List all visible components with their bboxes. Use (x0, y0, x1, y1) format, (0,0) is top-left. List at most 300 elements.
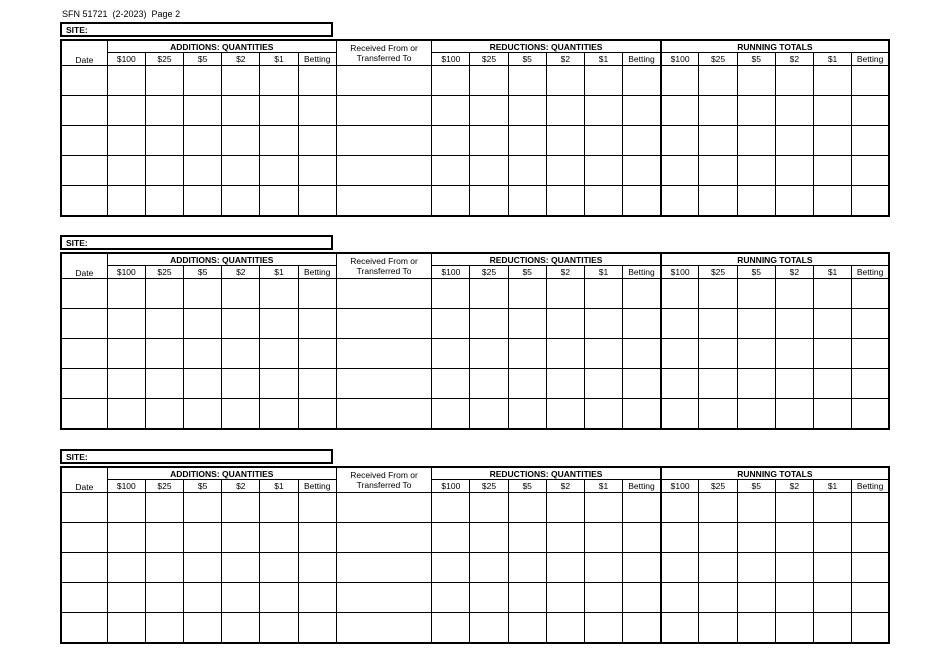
entry-cell[interactable] (546, 583, 584, 613)
entry-cell[interactable] (222, 493, 260, 523)
entry-cell[interactable] (661, 399, 699, 430)
entry-cell[interactable] (813, 493, 851, 523)
entry-cell[interactable] (584, 583, 622, 613)
entry-cell[interactable] (737, 309, 775, 339)
entry-cell[interactable] (546, 523, 584, 553)
entry-cell[interactable] (432, 613, 470, 644)
entry-cell[interactable] (107, 553, 145, 583)
entry-cell[interactable] (623, 279, 661, 309)
entry-cell[interactable] (107, 126, 145, 156)
entry-cell[interactable] (184, 583, 222, 613)
entry-cell[interactable] (107, 399, 145, 430)
entry-cell[interactable] (699, 156, 737, 186)
entry-cell[interactable] (107, 96, 145, 126)
entry-cell[interactable] (661, 309, 699, 339)
entry-cell[interactable] (813, 613, 851, 644)
entry-cell[interactable] (107, 339, 145, 369)
entry-cell[interactable] (623, 583, 661, 613)
entry-cell[interactable] (852, 583, 889, 613)
entry-cell[interactable] (336, 186, 431, 217)
entry-cell[interactable] (699, 369, 737, 399)
entry-cell[interactable] (260, 279, 298, 309)
entry-cell[interactable] (584, 339, 622, 369)
entry-cell[interactable] (298, 553, 336, 583)
entry-cell[interactable] (508, 126, 546, 156)
entry-cell[interactable] (546, 339, 584, 369)
entry-cell[interactable] (584, 66, 622, 96)
entry-cell[interactable] (184, 186, 222, 217)
entry-cell[interactable] (737, 613, 775, 644)
site-input[interactable] (102, 237, 329, 248)
entry-cell[interactable] (584, 493, 622, 523)
site-input[interactable] (102, 24, 329, 35)
entry-cell[interactable] (61, 493, 107, 523)
entry-cell[interactable] (432, 583, 470, 613)
entry-cell[interactable] (432, 399, 470, 430)
entry-cell[interactable] (737, 493, 775, 523)
entry-cell[interactable] (775, 279, 813, 309)
entry-cell[interactable] (260, 399, 298, 430)
entry-cell[interactable] (432, 66, 470, 96)
entry-cell[interactable] (699, 339, 737, 369)
entry-cell[interactable] (222, 523, 260, 553)
entry-cell[interactable] (298, 96, 336, 126)
entry-cell[interactable] (298, 186, 336, 217)
entry-cell[interactable] (298, 339, 336, 369)
entry-cell[interactable] (584, 613, 622, 644)
entry-cell[interactable] (699, 493, 737, 523)
entry-cell[interactable] (470, 399, 508, 430)
entry-cell[interactable] (260, 156, 298, 186)
entry-cell[interactable] (107, 66, 145, 96)
entry-cell[interactable] (623, 493, 661, 523)
entry-cell[interactable] (699, 613, 737, 644)
entry-cell[interactable] (145, 156, 183, 186)
entry-cell[interactable] (432, 279, 470, 309)
entry-cell[interactable] (470, 186, 508, 217)
entry-cell[interactable] (737, 369, 775, 399)
entry-cell[interactable] (775, 583, 813, 613)
entry-cell[interactable] (107, 369, 145, 399)
entry-cell[interactable] (184, 613, 222, 644)
entry-cell[interactable] (61, 613, 107, 644)
entry-cell[interactable] (661, 553, 699, 583)
entry-cell[interactable] (623, 66, 661, 96)
entry-cell[interactable] (699, 523, 737, 553)
entry-cell[interactable] (298, 613, 336, 644)
entry-cell[interactable] (623, 186, 661, 217)
entry-cell[interactable] (61, 186, 107, 217)
entry-cell[interactable] (584, 156, 622, 186)
entry-cell[interactable] (508, 369, 546, 399)
entry-cell[interactable] (737, 279, 775, 309)
entry-cell[interactable] (61, 369, 107, 399)
entry-cell[interactable] (508, 399, 546, 430)
entry-cell[interactable] (470, 66, 508, 96)
site-input[interactable] (102, 451, 329, 462)
entry-cell[interactable] (222, 369, 260, 399)
entry-cell[interactable] (813, 126, 851, 156)
entry-cell[interactable] (584, 309, 622, 339)
entry-cell[interactable] (584, 523, 622, 553)
entry-cell[interactable] (852, 156, 889, 186)
entry-cell[interactable] (61, 156, 107, 186)
entry-cell[interactable] (852, 339, 889, 369)
entry-cell[interactable] (661, 369, 699, 399)
entry-cell[interactable] (222, 156, 260, 186)
entry-cell[interactable] (699, 66, 737, 96)
entry-cell[interactable] (432, 309, 470, 339)
entry-cell[interactable] (222, 399, 260, 430)
entry-cell[interactable] (661, 96, 699, 126)
entry-cell[interactable] (61, 339, 107, 369)
entry-cell[interactable] (508, 96, 546, 126)
entry-cell[interactable] (775, 339, 813, 369)
entry-cell[interactable] (775, 309, 813, 339)
entry-cell[interactable] (737, 399, 775, 430)
entry-cell[interactable] (661, 523, 699, 553)
entry-cell[interactable] (145, 66, 183, 96)
entry-cell[interactable] (260, 96, 298, 126)
entry-cell[interactable] (737, 523, 775, 553)
entry-cell[interactable] (508, 493, 546, 523)
entry-cell[interactable] (584, 279, 622, 309)
entry-cell[interactable] (661, 493, 699, 523)
entry-cell[interactable] (623, 339, 661, 369)
entry-cell[interactable] (145, 613, 183, 644)
entry-cell[interactable] (623, 369, 661, 399)
entry-cell[interactable] (775, 523, 813, 553)
entry-cell[interactable] (661, 583, 699, 613)
entry-cell[interactable] (623, 553, 661, 583)
entry-cell[interactable] (61, 96, 107, 126)
entry-cell[interactable] (470, 523, 508, 553)
entry-cell[interactable] (661, 66, 699, 96)
entry-cell[interactable] (145, 309, 183, 339)
entry-cell[interactable] (222, 279, 260, 309)
entry-cell[interactable] (470, 96, 508, 126)
entry-cell[interactable] (222, 309, 260, 339)
entry-cell[interactable] (184, 369, 222, 399)
entry-cell[interactable] (107, 523, 145, 553)
entry-cell[interactable] (336, 583, 431, 613)
entry-cell[interactable] (661, 126, 699, 156)
entry-cell[interactable] (508, 66, 546, 96)
entry-cell[interactable] (184, 126, 222, 156)
entry-cell[interactable] (775, 186, 813, 217)
entry-cell[interactable] (508, 583, 546, 613)
entry-cell[interactable] (546, 279, 584, 309)
entry-cell[interactable] (508, 279, 546, 309)
entry-cell[interactable] (852, 553, 889, 583)
entry-cell[interactable] (260, 369, 298, 399)
entry-cell[interactable] (546, 309, 584, 339)
entry-cell[interactable] (775, 66, 813, 96)
entry-cell[interactable] (508, 523, 546, 553)
entry-cell[interactable] (699, 96, 737, 126)
entry-cell[interactable] (260, 66, 298, 96)
entry-cell[interactable] (546, 156, 584, 186)
entry-cell[interactable] (699, 186, 737, 217)
entry-cell[interactable] (546, 126, 584, 156)
entry-cell[interactable] (813, 156, 851, 186)
entry-cell[interactable] (508, 339, 546, 369)
entry-cell[interactable] (546, 553, 584, 583)
entry-cell[interactable] (546, 186, 584, 217)
entry-cell[interactable] (470, 553, 508, 583)
entry-cell[interactable] (852, 369, 889, 399)
entry-cell[interactable] (61, 309, 107, 339)
entry-cell[interactable] (260, 493, 298, 523)
entry-cell[interactable] (623, 523, 661, 553)
entry-cell[interactable] (470, 583, 508, 613)
entry-cell[interactable] (852, 66, 889, 96)
entry-cell[interactable] (298, 309, 336, 339)
entry-cell[interactable] (298, 523, 336, 553)
entry-cell[interactable] (737, 553, 775, 583)
entry-cell[interactable] (107, 309, 145, 339)
entry-cell[interactable] (184, 493, 222, 523)
entry-cell[interactable] (184, 66, 222, 96)
entry-cell[interactable] (737, 186, 775, 217)
entry-cell[interactable] (813, 309, 851, 339)
entry-cell[interactable] (107, 613, 145, 644)
entry-cell[interactable] (470, 493, 508, 523)
entry-cell[interactable] (623, 309, 661, 339)
entry-cell[interactable] (260, 309, 298, 339)
entry-cell[interactable] (508, 613, 546, 644)
entry-cell[interactable] (184, 279, 222, 309)
entry-cell[interactable] (737, 156, 775, 186)
entry-cell[interactable] (699, 553, 737, 583)
entry-cell[interactable] (546, 66, 584, 96)
entry-cell[interactable] (61, 66, 107, 96)
entry-cell[interactable] (508, 186, 546, 217)
entry-cell[interactable] (775, 156, 813, 186)
entry-cell[interactable] (470, 369, 508, 399)
entry-cell[interactable] (813, 369, 851, 399)
entry-cell[interactable] (222, 583, 260, 613)
entry-cell[interactable] (813, 339, 851, 369)
entry-cell[interactable] (623, 126, 661, 156)
entry-cell[interactable] (813, 553, 851, 583)
entry-cell[interactable] (298, 66, 336, 96)
entry-cell[interactable] (298, 369, 336, 399)
entry-cell[interactable] (145, 583, 183, 613)
entry-cell[interactable] (737, 96, 775, 126)
entry-cell[interactable] (184, 96, 222, 126)
entry-cell[interactable] (61, 583, 107, 613)
entry-cell[interactable] (852, 523, 889, 553)
entry-cell[interactable] (222, 186, 260, 217)
entry-cell[interactable] (336, 523, 431, 553)
entry-cell[interactable] (852, 309, 889, 339)
entry-cell[interactable] (623, 96, 661, 126)
entry-cell[interactable] (298, 156, 336, 186)
entry-cell[interactable] (623, 613, 661, 644)
entry-cell[interactable] (145, 96, 183, 126)
entry-cell[interactable] (699, 279, 737, 309)
entry-cell[interactable] (336, 339, 431, 369)
entry-cell[interactable] (546, 96, 584, 126)
entry-cell[interactable] (61, 399, 107, 430)
entry-cell[interactable] (298, 399, 336, 430)
entry-cell[interactable] (61, 553, 107, 583)
entry-cell[interactable] (584, 399, 622, 430)
entry-cell[interactable] (107, 279, 145, 309)
entry-cell[interactable] (813, 96, 851, 126)
entry-cell[interactable] (432, 339, 470, 369)
entry-cell[interactable] (775, 553, 813, 583)
entry-cell[interactable] (699, 399, 737, 430)
entry-cell[interactable] (222, 613, 260, 644)
entry-cell[interactable] (852, 493, 889, 523)
entry-cell[interactable] (775, 96, 813, 126)
entry-cell[interactable] (222, 339, 260, 369)
entry-cell[interactable] (546, 399, 584, 430)
entry-cell[interactable] (336, 309, 431, 339)
entry-cell[interactable] (145, 493, 183, 523)
entry-cell[interactable] (432, 126, 470, 156)
entry-cell[interactable] (336, 96, 431, 126)
entry-cell[interactable] (336, 399, 431, 430)
entry-cell[interactable] (145, 186, 183, 217)
entry-cell[interactable] (508, 309, 546, 339)
entry-cell[interactable] (260, 553, 298, 583)
entry-cell[interactable] (145, 553, 183, 583)
entry-cell[interactable] (298, 583, 336, 613)
entry-cell[interactable] (184, 523, 222, 553)
entry-cell[interactable] (145, 339, 183, 369)
entry-cell[interactable] (546, 493, 584, 523)
entry-cell[interactable] (737, 583, 775, 613)
entry-cell[interactable] (432, 369, 470, 399)
entry-cell[interactable] (145, 126, 183, 156)
entry-cell[interactable] (470, 339, 508, 369)
entry-cell[interactable] (813, 279, 851, 309)
entry-cell[interactable] (107, 156, 145, 186)
entry-cell[interactable] (508, 553, 546, 583)
entry-cell[interactable] (61, 126, 107, 156)
entry-cell[interactable] (661, 186, 699, 217)
entry-cell[interactable] (661, 156, 699, 186)
entry-cell[interactable] (260, 523, 298, 553)
entry-cell[interactable] (298, 126, 336, 156)
entry-cell[interactable] (661, 279, 699, 309)
entry-cell[interactable] (184, 553, 222, 583)
entry-cell[interactable] (298, 493, 336, 523)
entry-cell[interactable] (584, 126, 622, 156)
entry-cell[interactable] (546, 613, 584, 644)
entry-cell[interactable] (336, 126, 431, 156)
entry-cell[interactable] (145, 523, 183, 553)
entry-cell[interactable] (336, 493, 431, 523)
entry-cell[interactable] (699, 583, 737, 613)
entry-cell[interactable] (813, 186, 851, 217)
entry-cell[interactable] (145, 369, 183, 399)
entry-cell[interactable] (107, 583, 145, 613)
entry-cell[interactable] (336, 66, 431, 96)
entry-cell[interactable] (432, 523, 470, 553)
entry-cell[interactable] (61, 279, 107, 309)
entry-cell[interactable] (699, 126, 737, 156)
entry-cell[interactable] (737, 66, 775, 96)
entry-cell[interactable] (661, 613, 699, 644)
entry-cell[interactable] (775, 126, 813, 156)
entry-cell[interactable] (470, 309, 508, 339)
entry-cell[interactable] (432, 96, 470, 126)
entry-cell[interactable] (107, 186, 145, 217)
entry-cell[interactable] (61, 523, 107, 553)
entry-cell[interactable] (145, 399, 183, 430)
entry-cell[interactable] (470, 279, 508, 309)
entry-cell[interactable] (222, 553, 260, 583)
entry-cell[interactable] (222, 126, 260, 156)
entry-cell[interactable] (336, 553, 431, 583)
entry-cell[interactable] (184, 339, 222, 369)
entry-cell[interactable] (260, 613, 298, 644)
entry-cell[interactable] (184, 309, 222, 339)
entry-cell[interactable] (852, 399, 889, 430)
entry-cell[interactable] (852, 279, 889, 309)
entry-cell[interactable] (584, 369, 622, 399)
entry-cell[interactable] (470, 156, 508, 186)
entry-cell[interactable] (623, 399, 661, 430)
entry-cell[interactable] (432, 493, 470, 523)
entry-cell[interactable] (432, 186, 470, 217)
entry-cell[interactable] (852, 126, 889, 156)
entry-cell[interactable] (222, 66, 260, 96)
entry-cell[interactable] (336, 369, 431, 399)
entry-cell[interactable] (184, 399, 222, 430)
entry-cell[interactable] (699, 309, 737, 339)
entry-cell[interactable] (623, 156, 661, 186)
entry-cell[interactable] (470, 613, 508, 644)
entry-cell[interactable] (432, 553, 470, 583)
entry-cell[interactable] (260, 186, 298, 217)
entry-cell[interactable] (336, 156, 431, 186)
entry-cell[interactable] (852, 186, 889, 217)
entry-cell[interactable] (222, 96, 260, 126)
entry-cell[interactable] (145, 279, 183, 309)
entry-cell[interactable] (813, 583, 851, 613)
entry-cell[interactable] (661, 339, 699, 369)
entry-cell[interactable] (184, 156, 222, 186)
entry-cell[interactable] (260, 126, 298, 156)
entry-cell[interactable] (260, 583, 298, 613)
entry-cell[interactable] (336, 279, 431, 309)
entry-cell[interactable] (852, 613, 889, 644)
entry-cell[interactable] (813, 523, 851, 553)
entry-cell[interactable] (584, 96, 622, 126)
entry-cell[interactable] (432, 156, 470, 186)
entry-cell[interactable] (775, 493, 813, 523)
entry-cell[interactable] (737, 339, 775, 369)
entry-cell[interactable] (775, 613, 813, 644)
entry-cell[interactable] (107, 493, 145, 523)
entry-cell[interactable] (260, 339, 298, 369)
entry-cell[interactable] (813, 399, 851, 430)
entry-cell[interactable] (775, 369, 813, 399)
entry-cell[interactable] (775, 399, 813, 430)
entry-cell[interactable] (813, 66, 851, 96)
entry-cell[interactable] (508, 156, 546, 186)
entry-cell[interactable] (546, 369, 584, 399)
entry-cell[interactable] (470, 126, 508, 156)
entry-cell[interactable] (584, 553, 622, 583)
entry-cell[interactable] (852, 96, 889, 126)
entry-cell[interactable] (584, 186, 622, 217)
